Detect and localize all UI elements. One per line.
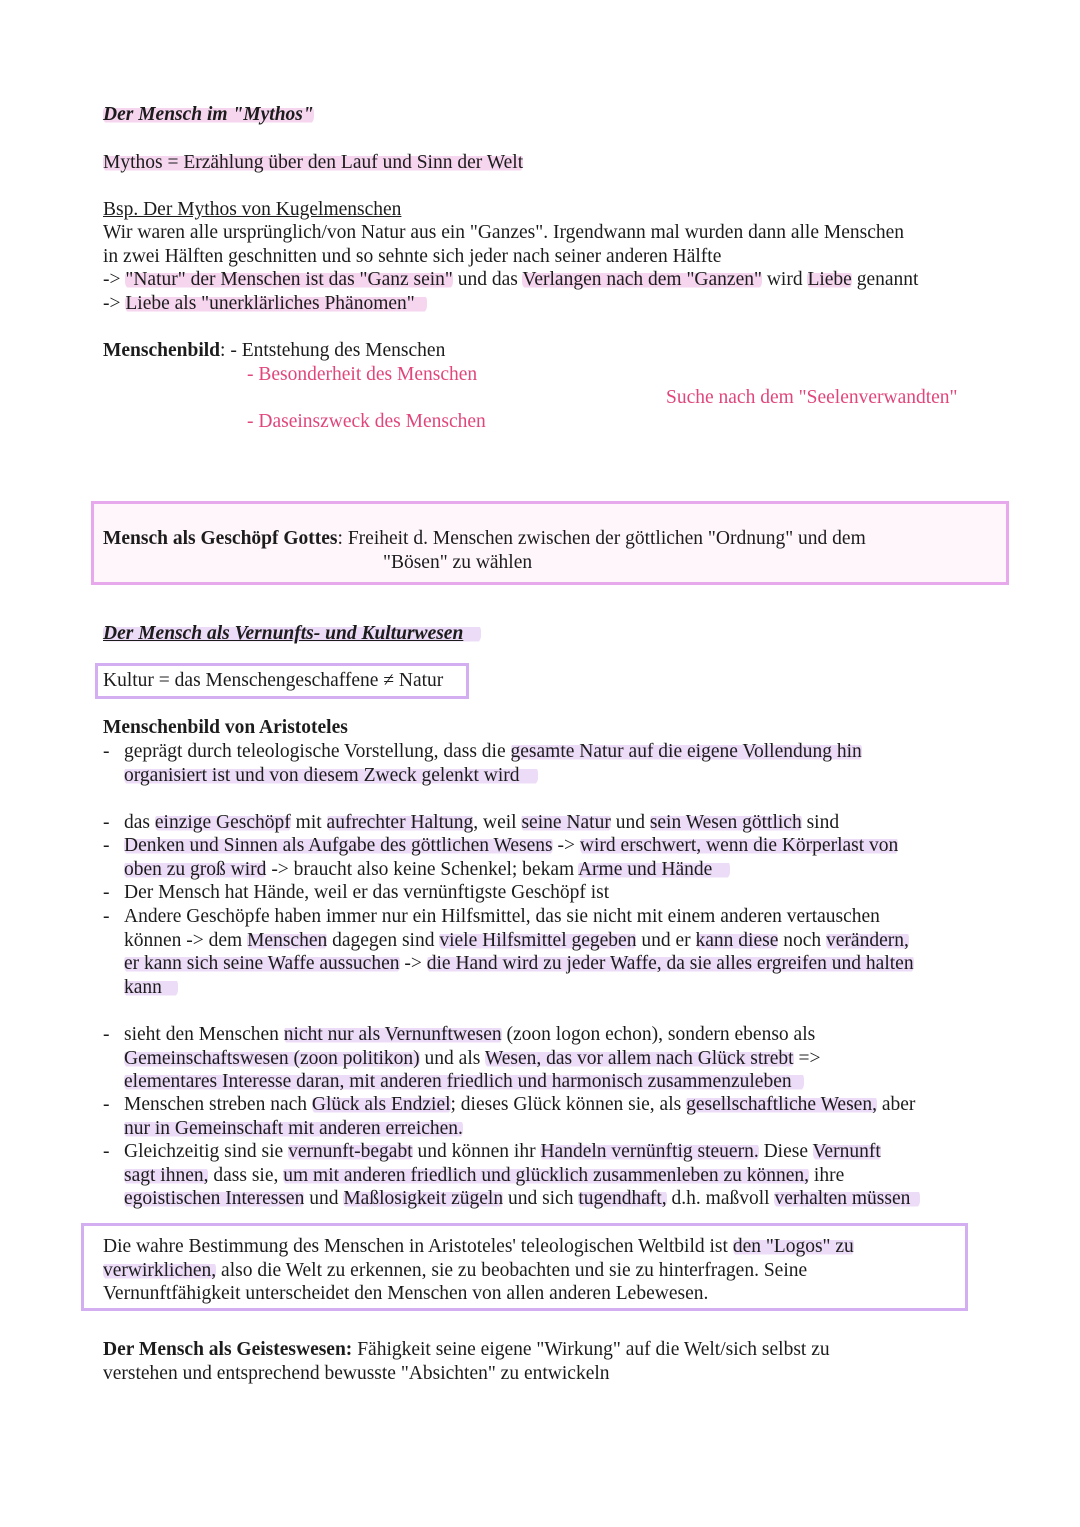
section-title-vernunft: Der Mensch als Vernunfts- und Kulturwesen — [103, 622, 481, 646]
bullet-text: Gemeinschaftswesen (zoon politikon) — [124, 1047, 420, 1069]
bullet-text: und — [610, 812, 650, 833]
bullet-line — [124, 1093, 915, 1117]
bullet-text: Menschen — [247, 929, 328, 951]
menschenbild-item: - Besonderheit des Menschen — [247, 364, 478, 385]
bullet-line — [124, 1023, 815, 1047]
logos-box-line: Die wahre Bestimmung des Menschen in Aristoteles' teleologischen Weltbild ist den "Logos" zu — [103, 1236, 854, 1257]
bullet-dash: - — [103, 906, 110, 927]
bullet-text: Maßlosigkeit zügeln — [343, 1188, 504, 1210]
bullet-text: einzige Geschöpf — [154, 812, 291, 833]
bullet-text: egoistischen Interessen — [124, 1188, 305, 1210]
example-paragraph-line: -> "Natur" der Menschen ist das "Ganz sein" und das Verlangen nach dem "Ganzen" wird Liebe genannt — [103, 269, 919, 290]
bullet-text: aufrechter Haltung — [326, 812, 474, 833]
bullet-text: Gleichzeitig sind sie — [124, 1141, 289, 1162]
bullet-line — [124, 834, 898, 858]
bullet-text: aber — [876, 1094, 916, 1115]
bullet-text: (zoon logon echon), sondern ebenso als — [501, 1024, 816, 1045]
bullet-text: sieht den Menschen — [124, 1024, 284, 1045]
bullet-line — [124, 929, 909, 953]
bullet-line — [124, 1070, 804, 1094]
bullet-line — [124, 1140, 881, 1164]
bullet-text: gesellschaftliche Wesen, — [686, 1094, 877, 1115]
bullet-line — [124, 858, 730, 882]
bullet-text: vernunft-begabt — [288, 1141, 413, 1162]
bullet-text: , weil — [473, 812, 522, 833]
geschoepf-gottes-line: Mensch als Geschöpf Gottes: Freiheit d. Menschen zwischen der göttlichen "Ordnung" und dem — [103, 528, 866, 549]
bullet-text: Arme und Hände — [578, 859, 730, 880]
logos-box-line: verwirklichen, also die Welt zu erkennen, sie zu beobachten und sie zu hinterfragen. Seine — [103, 1260, 808, 1281]
bullet-text: das — [124, 812, 155, 833]
bullet-text: kann — [124, 977, 178, 998]
bullet-line — [124, 740, 862, 764]
bullet-text: dass sie, — [208, 1164, 284, 1186]
bullet-text: nur in Gemeinschaft mit anderen erreichen. — [124, 1117, 463, 1139]
bullet-text: wird erschwert, wenn die Körperlast von — [579, 835, 899, 856]
bullet-line — [124, 976, 178, 1000]
bullet-text: noch — [778, 929, 827, 951]
bullet-text: d.h. maßvoll — [666, 1188, 775, 1210]
bullet-text: geprägt durch teleologische Vorstellung, dass die — [124, 741, 511, 762]
aristoteles-heading: Menschenbild von Aristoteles — [103, 717, 348, 738]
bullet-line — [124, 1187, 920, 1211]
bullet-line — [124, 1117, 463, 1141]
mythos-definition: Mythos = Erzählung über den Lauf und Sinn der Welt — [103, 152, 524, 173]
bullet-text: er kann sich seine Waffe aussuchen — [124, 953, 400, 975]
bullet-dash: - — [103, 1141, 110, 1162]
section-title-mythos: Der Mensch im "Mythos" — [103, 104, 314, 125]
bullet-text: Andere Geschöpfe haben immer nur ein Hilfsmittel, das sie nicht mit einem anderen vertauschen — [124, 906, 880, 927]
bullet-text: viele Hilfsmittel gegeben — [439, 929, 637, 951]
geisteswesen-line: Der Mensch als Geisteswesen: Fähigkeit seine eigene "Wirkung" auf die Welt/sich selbst zu — [103, 1339, 830, 1360]
bullet-text: -> braucht also keine Schenkel; bekam — [266, 858, 578, 880]
bullet-line — [124, 1047, 820, 1071]
bullet-text: und sich — [503, 1188, 579, 1210]
bullet-line — [124, 881, 609, 905]
bullet-text: und — [304, 1188, 344, 1210]
bullet-text: und er — [636, 929, 696, 951]
bullet-text: um mit anderen friedlich und glücklich zusammenleben zu können, — [283, 1164, 810, 1186]
menschenbild-row: Menschenbild: - Entstehung des Menschen — [103, 340, 446, 361]
bullet-text: verändern, — [826, 929, 909, 951]
bullet-text: -> — [399, 953, 427, 975]
logos-box-line: Vernunftfähigkeit unterscheidet den Menschen von allen anderen Lebewesen. — [103, 1283, 709, 1304]
bullet-dash: - — [103, 1094, 110, 1115]
bullet-text: sagt ihnen, — [124, 1164, 209, 1186]
bullet-dash: - — [103, 1024, 110, 1045]
example-heading: Bsp. Der Mythos von Kugelmenschen — [103, 199, 402, 220]
bullet-text: Diese — [758, 1141, 813, 1162]
bullet-text: verhalten müssen — [774, 1188, 920, 1209]
menschenbild-item: - Daseinszweck des Menschen — [247, 411, 486, 432]
example-paragraph-line: -> Liebe als "unerklärliches Phänomen" — [103, 292, 427, 316]
bullet-text: kann diese — [695, 929, 779, 951]
bullet-text: ihre — [809, 1164, 845, 1186]
bullet-text: Wesen, das vor allem nach Glück strebt — [484, 1047, 794, 1069]
bullet-text: und als — [419, 1047, 485, 1069]
bullet-text: ; dieses Glück können sie, als — [450, 1094, 687, 1115]
bullet-dash: - — [103, 812, 110, 833]
bullet-text: tugendhaft, — [578, 1188, 667, 1210]
bullet-text: Denken und Sinnen als Aufgabe des göttlichen Wesens — [124, 835, 553, 856]
bullet-text: Handeln vernünftig steuern. — [540, 1141, 759, 1162]
bullet-dash: - — [103, 741, 110, 762]
bullet-line — [124, 905, 880, 929]
bullet-text: oben zu groß wird — [124, 858, 267, 880]
bullet-text: -> — [552, 835, 580, 856]
bullet-text: und können ihr — [412, 1141, 541, 1162]
bullet-line — [124, 811, 839, 835]
bullet-text: nicht nur als Vernunftwesen — [283, 1024, 502, 1045]
bullet-dash: - — [103, 882, 110, 903]
bullet-text: elementares Interesse daran, mit anderen friedlich und harmonisch zusammenzuleben — [124, 1071, 804, 1092]
bullet-text: seine Natur — [521, 812, 611, 833]
bullet-text: Vernunft — [812, 1141, 881, 1162]
bullet-text: => — [793, 1047, 821, 1069]
bullet-dash: - — [103, 835, 110, 856]
bullet-text: organisiert ist und von diesem Zweck gelenkt wird — [124, 765, 538, 786]
bullet-line — [124, 1164, 844, 1188]
example-paragraph-line: Wir waren alle ursprünglich/von Natur aus ein "Ganzes". Irgendwann mal wurden dann alle Menschen — [103, 222, 905, 243]
geisteswesen-line: verstehen und entsprechend bewusste "Absichten" zu entwickeln — [103, 1363, 610, 1384]
bullet-text: können -> dem — [124, 929, 248, 951]
bullet-text: Menschen streben nach — [124, 1094, 312, 1115]
bullet-text: mit — [290, 812, 327, 833]
bullet-text: sind — [801, 812, 840, 833]
kultur-definition: Kultur = das Menschengeschaffene ≠ Natur — [103, 670, 444, 691]
bullet-text: gesamte Natur auf die eigene Vollendung hin — [510, 741, 862, 762]
bullet-line — [124, 764, 538, 788]
example-paragraph-line: in zwei Hälften geschnitten und so sehnte sich jeder nach seiner anderen Hälfte — [103, 246, 722, 267]
bullet-line — [124, 952, 914, 976]
bullet-text: sein Wesen göttlich — [649, 812, 802, 833]
bullet-text: Der Mensch hat Hände, weil er das vernünftigste Geschöpf ist — [124, 882, 610, 903]
geschoepf-gottes-line: "Bösen" zu wählen — [383, 552, 533, 573]
menschenbild-note: Suche nach dem "Seelenverwandten" — [666, 387, 958, 408]
bullet-text: die Hand wird zu jeder Waffe, da sie alles ergreifen und halten — [426, 953, 914, 975]
bullet-text: Glück als Endziel — [311, 1094, 451, 1115]
bullet-text: dagegen sind — [327, 929, 440, 951]
